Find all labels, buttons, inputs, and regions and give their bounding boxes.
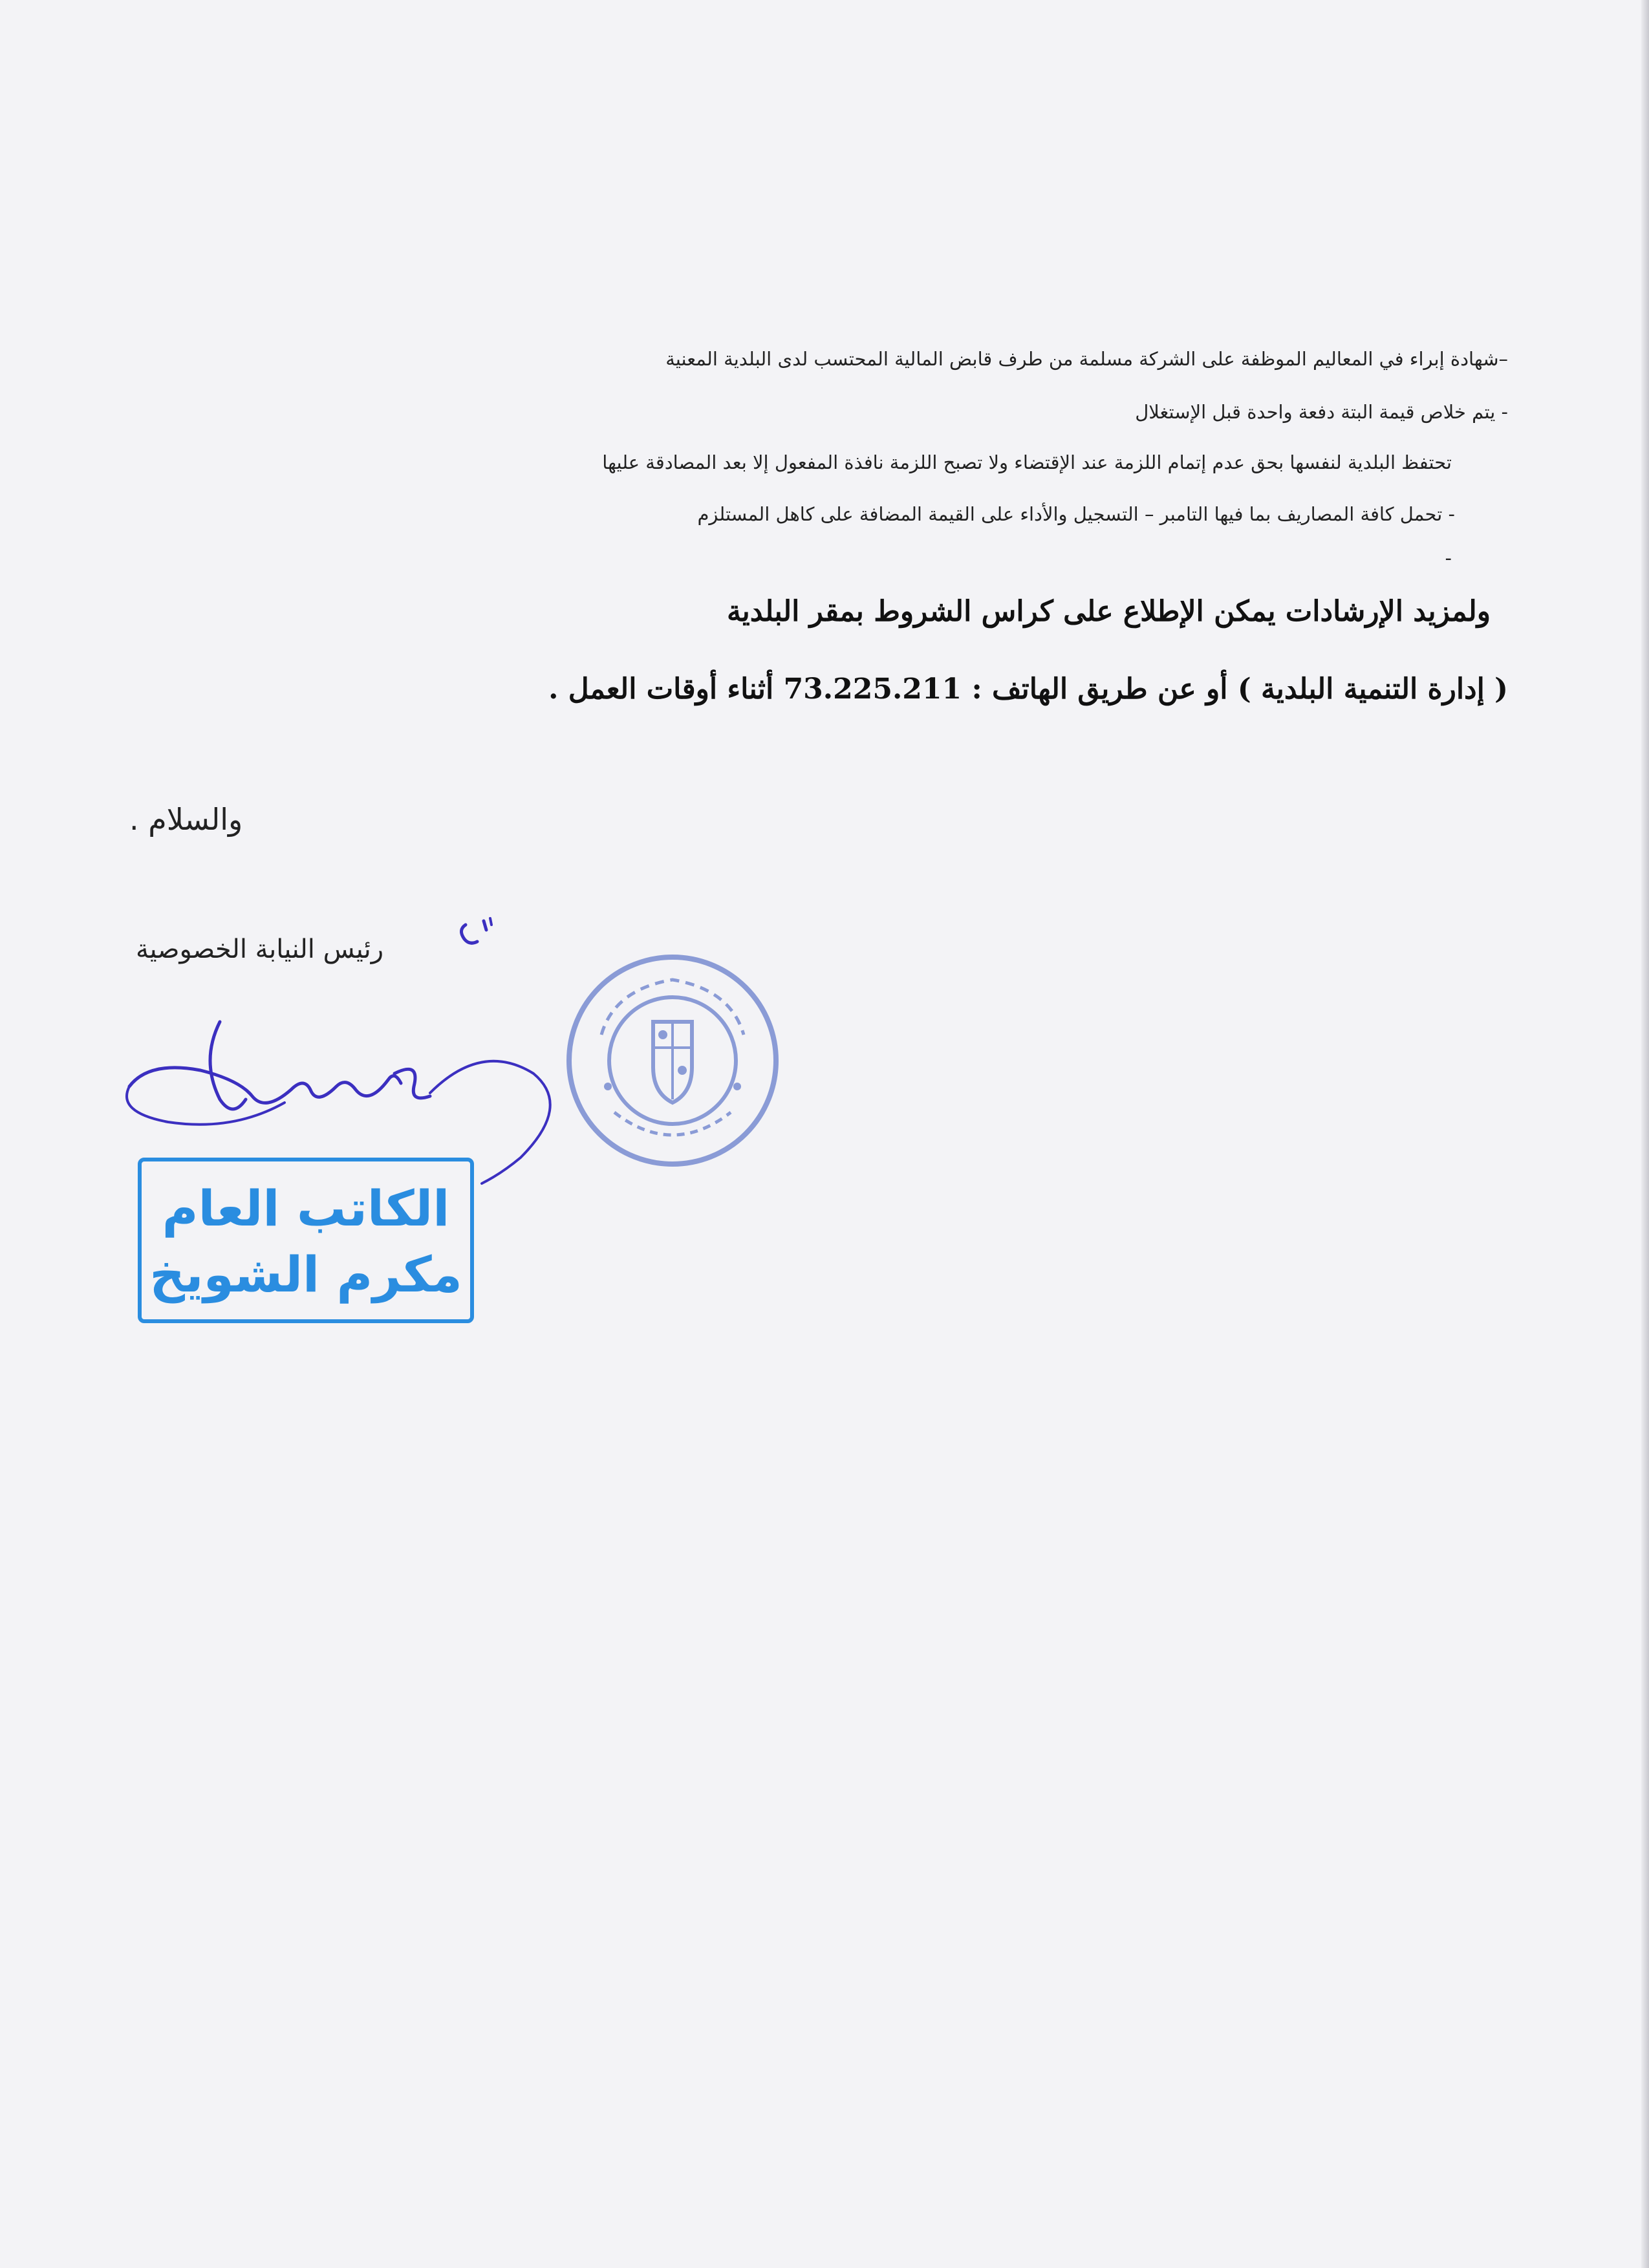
info-line-2: ( إدارة التنمية البلدية ) أو عن طريق الهاتف : 73.225.211 أثناء أوقات العمل . [548, 673, 1508, 706]
stamp-title: الكاتب العام [162, 1180, 450, 1237]
stamp-name: مكرم الشويخ [149, 1246, 462, 1303]
page-edge [1641, 0, 1649, 2268]
signatory-title: رئيس النيابة الخصوصية [136, 934, 384, 964]
secretary-general-stamp [138, 1158, 474, 1323]
condition-line: تحتفظ البلدية لنفسها بحق عدم إتمام اللزمة عند الإقتضاء ولا تصبح اللزمة نافذة المفعول إلا بعد المصادقة عليها [602, 451, 1452, 473]
closing-salutation: والسلام . [129, 802, 243, 837]
condition-line: - تحمل كافة المصاريف بما فيها التامبر – التسجيل والأداء على القيمة المضافة على كاهل المستلزم [697, 503, 1455, 525]
condition-line: –شهادة إبراء في المعاليم الموظفة على الشركة مسلمة من طرف قابض المالية المحتسب لدى البلدية المعنية [665, 348, 1508, 370]
info-line-1: ولمزيد الإرشادات يمكن الإطلاع على كراس الشروط بمقر البلدية [726, 595, 1491, 628]
handwritten-initials [453, 912, 504, 964]
municipal-seal-icon [563, 951, 782, 1171]
condition-line: - يتم خلاص قيمة البتة دفعة واحدة قبل الإستغلال [1135, 401, 1508, 423]
condition-line: - [1445, 547, 1452, 569]
